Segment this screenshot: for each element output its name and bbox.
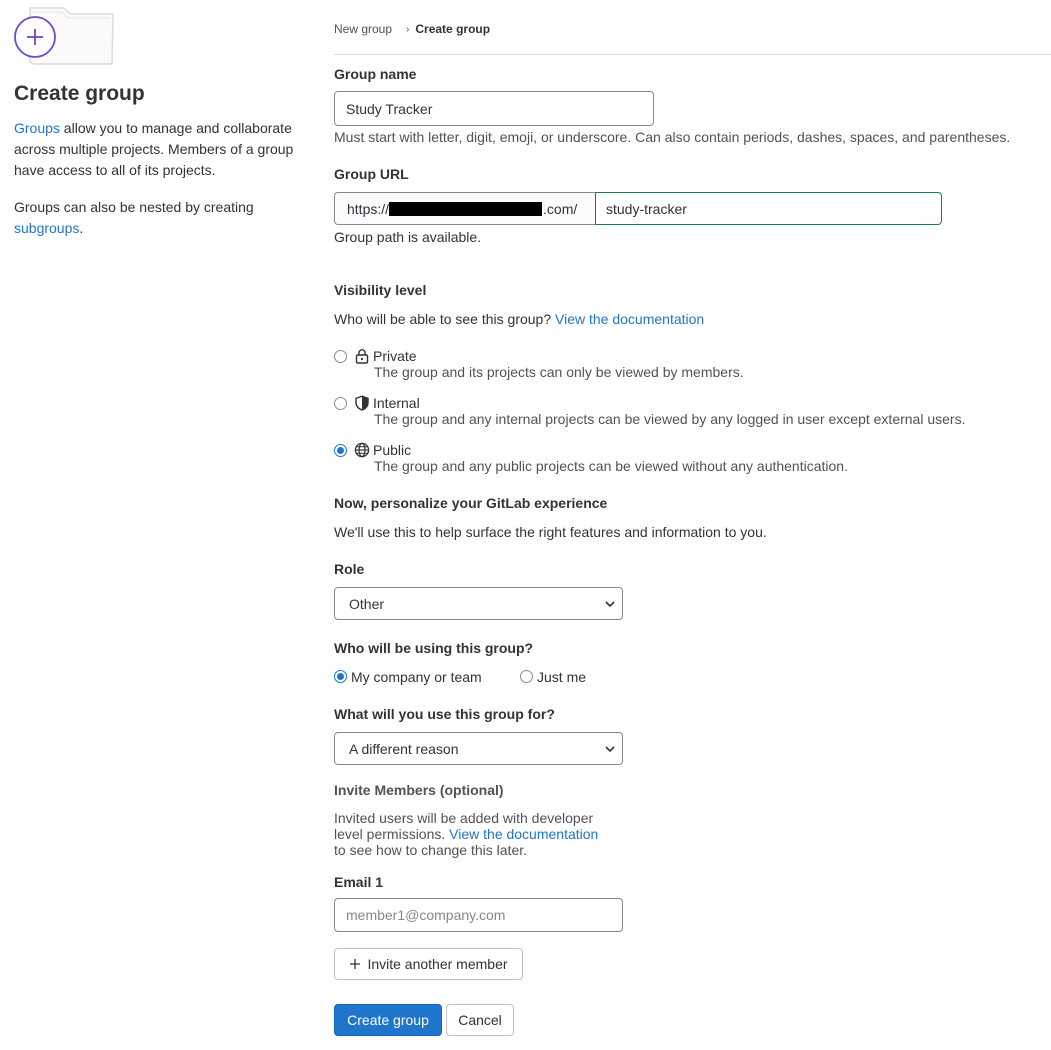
groups-description-text: allow you to manage and collaborate across multiple projects. Members of a group have access to all of its projects. xyxy=(14,120,294,178)
usage-label: Who will be using this group? xyxy=(334,640,534,656)
visibility-public-radio[interactable] xyxy=(334,444,347,457)
group-url-label: Group URL xyxy=(334,166,409,182)
subgroups-description-text: Groups can also be nested by creating xyxy=(14,199,254,215)
invite-line-2-text: level permissions. xyxy=(334,826,450,842)
group-name-help: Must start with letter, digit, emoji, or underscore. Can also contain periods, dashes, spaces, and parentheses. xyxy=(334,129,1011,145)
breadcrumb-new-group[interactable]: New group xyxy=(334,22,393,36)
usage-company-radio[interactable] xyxy=(334,670,347,683)
visibility-label: Visibility level xyxy=(334,282,427,298)
shield-icon xyxy=(354,395,370,411)
group-url-prefix xyxy=(334,192,596,225)
globe-icon xyxy=(354,442,370,458)
visibility-private-desc: The group and its projects can only be viewed by members. xyxy=(374,364,744,380)
subgroups-description-end: . xyxy=(79,220,84,236)
usage-just-me-label[interactable]: Just me xyxy=(537,669,587,685)
email-input[interactable]: member1@company.com xyxy=(334,898,623,932)
personalize-heading: Now, personalize your GitLab experience xyxy=(334,495,608,511)
visibility-question xyxy=(334,311,704,327)
groups-link[interactable]: Groups xyxy=(14,120,60,136)
invite-another-member-label: Invite another member xyxy=(367,956,508,972)
purpose-label: What will you use this group for? xyxy=(334,706,555,722)
lock-icon xyxy=(354,348,370,364)
visibility-public-desc: The group and any public projects can be viewed without any authentication. xyxy=(374,458,848,474)
invite-another-member-button[interactable] xyxy=(334,948,523,980)
breadcrumb-create-group: Create group xyxy=(415,22,491,36)
invite-doc-link[interactable]: View the documentation xyxy=(449,826,599,842)
page-title: Create group xyxy=(14,82,145,105)
role-selected-value: Other xyxy=(349,595,385,612)
divider xyxy=(334,54,1051,55)
plus-icon xyxy=(349,958,361,970)
breadcrumb xyxy=(334,22,490,36)
visibility-private-radio[interactable] xyxy=(334,350,347,363)
group-name-input[interactable]: Study Tracker xyxy=(334,91,654,126)
create-group-illustration xyxy=(14,6,116,68)
purpose-select[interactable] xyxy=(334,732,623,765)
group-url-input[interactable]: study-tracker xyxy=(595,192,942,225)
subgroups-description xyxy=(14,197,314,239)
chevron-down-icon xyxy=(604,743,616,755)
visibility-internal-title: Internal xyxy=(373,395,420,411)
invite-line-3: to see how to change this later. xyxy=(334,842,528,858)
usage-just-me-radio[interactable] xyxy=(520,670,533,683)
invite-line-1: Invited users will be added with developer xyxy=(334,810,594,826)
groups-description xyxy=(14,118,314,181)
visibility-question-text: Who will be able to see this group? xyxy=(334,311,556,327)
create-group-button[interactable]: Create group xyxy=(334,1004,442,1036)
purpose-selected-value: A different reason xyxy=(349,740,459,757)
personalize-subtext: We'll use this to help surface the right features and information to you. xyxy=(334,524,767,540)
visibility-internal-desc: The group and any internal projects can be viewed by any logged in user except external users. xyxy=(374,411,966,427)
visibility-internal-radio[interactable] xyxy=(334,397,347,410)
group-path-status: Group path is available. xyxy=(334,229,482,245)
visibility-public-title: Public xyxy=(373,442,412,458)
cancel-button[interactable]: Cancel xyxy=(446,1004,514,1036)
visibility-private-title: Private xyxy=(373,348,417,364)
role-label: Role xyxy=(334,561,365,577)
email-label: Email 1 xyxy=(334,874,384,890)
subgroups-link[interactable]: subgroups xyxy=(14,220,80,236)
breadcrumb-separator: › xyxy=(406,23,410,35)
invite-heading: Invite Members (optional) xyxy=(334,782,504,798)
group-name-label: Group name xyxy=(334,66,417,82)
usage-company-label[interactable]: My company or team xyxy=(351,669,482,685)
url-prefix-end: .com/ xyxy=(543,200,578,217)
invite-description xyxy=(334,810,598,858)
chevron-down-icon xyxy=(604,598,616,610)
visibility-doc-link[interactable]: View the documentation xyxy=(555,311,705,327)
invite-line-2 xyxy=(334,826,598,842)
redacted-domain xyxy=(389,202,542,216)
role-select[interactable] xyxy=(334,587,623,620)
url-prefix-start: https:// xyxy=(347,200,390,217)
